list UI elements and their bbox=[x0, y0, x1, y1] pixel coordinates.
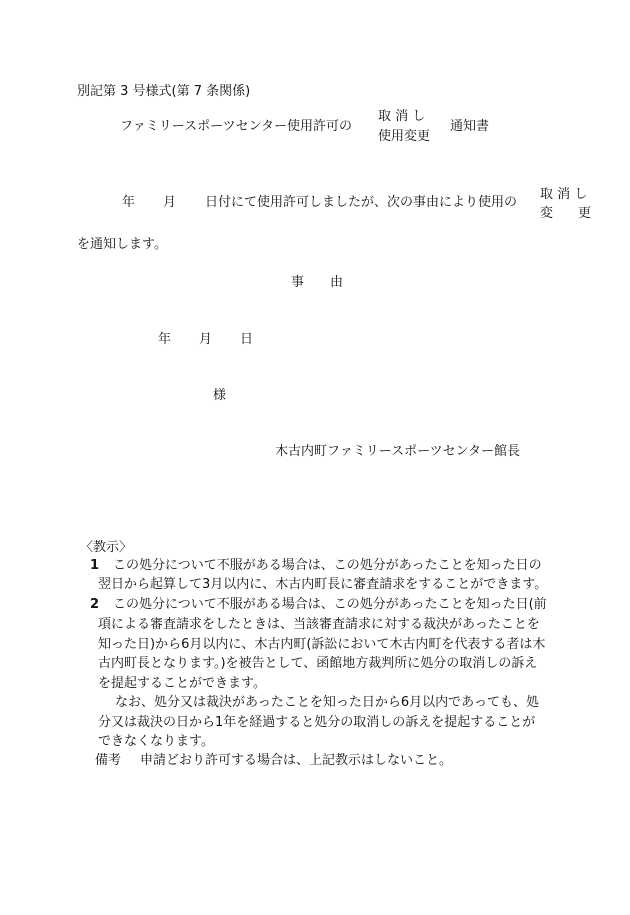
title-prefix: ファミリースポーツセンター使用許可の bbox=[120, 119, 353, 134]
title-suffix: 通知書 bbox=[450, 119, 490, 134]
title-option-change: 使用変更 bbox=[378, 129, 431, 144]
notice-option-cancel: 取 消 し bbox=[540, 187, 588, 202]
instruction-line: この処分について不服がある場合は、この処分があったことを知った日の bbox=[113, 558, 542, 573]
notice-option-change-first: 変 bbox=[540, 206, 554, 221]
issuer-name: 木古内町ファミリースポーツセンター館長 bbox=[275, 444, 521, 459]
instruction-item-number: 1 bbox=[90, 558, 100, 573]
notice-month-label: 月 bbox=[163, 195, 177, 210]
form-number: 別記第 3 号様式(第 7 条関係) bbox=[77, 84, 251, 99]
remarks-label: 備考 bbox=[95, 753, 122, 768]
instruction-note-line: なお、処分又は裁決があったことを知った日から6月以内であっても、処 bbox=[115, 695, 540, 710]
instruction-note-line: 分又は裁決の日から1年を経過すると処分の取消しの訴えを提起することが bbox=[98, 715, 536, 730]
instruction-item-number: 2 bbox=[90, 597, 100, 612]
date-month-label: 月 bbox=[199, 332, 213, 347]
reason-label-second: 由 bbox=[330, 275, 344, 290]
notice-option-change-second: 更 bbox=[578, 206, 592, 221]
notice-text: 日付にて使用許可しましたが、次の事由により使用の bbox=[205, 195, 518, 210]
instruction-line: を提起することができます。 bbox=[98, 676, 266, 691]
instruction-line: 古内町長となります。)を被告として、函館地方裁判所に処分の取消しの訴え bbox=[98, 656, 538, 671]
title-option-cancel: 取 消 し bbox=[378, 109, 426, 124]
date-year-label: 年 bbox=[158, 332, 172, 347]
instruction-line: 項による審査請求をしたときは、当該審査請求に対する裁決があったことを bbox=[98, 617, 540, 632]
instruction-line: この処分について不服がある場合は、この処分があったことを知った日(前 bbox=[113, 597, 547, 612]
date-day-label: 日 bbox=[240, 332, 254, 347]
instructions-heading: 〈教示〉 bbox=[80, 540, 133, 555]
instruction-line: 知った日)から6月以内に、木古内町(訴訟において木古内町を代表する者は木 bbox=[98, 637, 546, 652]
notice-year-label: 年 bbox=[122, 195, 136, 210]
remarks-text: 申請どおり許可する場合は、上記教示はしないこと。 bbox=[140, 753, 453, 768]
addressee-honorific: 様 bbox=[213, 388, 227, 403]
instruction-line: 翌日から起算して3月以内に、木古内町長に審査請求をすることができます。 bbox=[98, 577, 548, 592]
notice-closing: を通知します。 bbox=[77, 237, 167, 252]
reason-label-first: 事 bbox=[291, 275, 305, 290]
instruction-note-line: できなくなります。 bbox=[98, 734, 214, 749]
